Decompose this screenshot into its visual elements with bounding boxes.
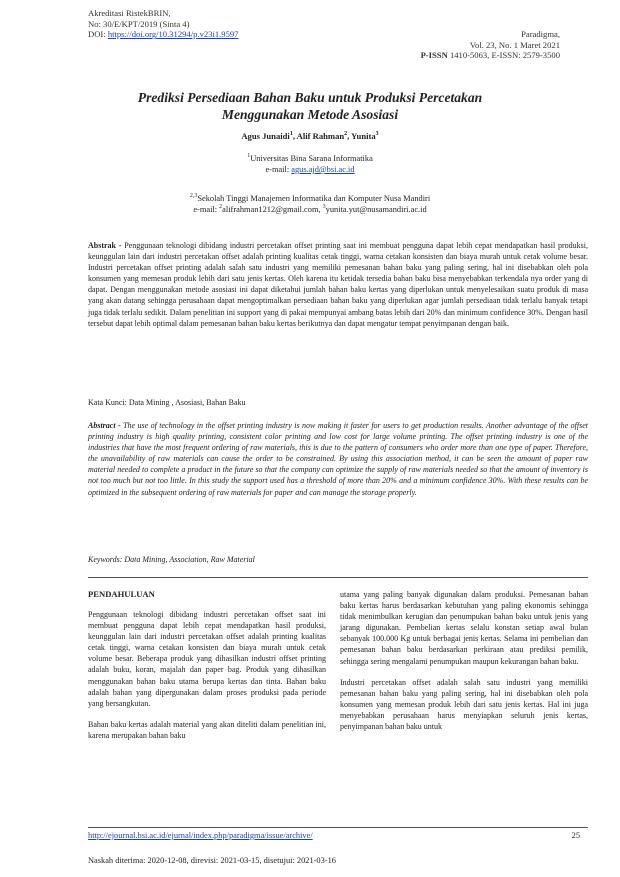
- issn-values: 1410-5063, E-ISSN: 2579-3500: [447, 50, 560, 61]
- affiliation-1: [40, 153, 580, 175]
- section-divider: [88, 577, 588, 578]
- submission-dates: Naskah diterima: 2020-12-08, direvisi: 2021-03-15, disetujui: 2021-03-16: [88, 856, 336, 865]
- abstrak-paragraph: [88, 240, 588, 329]
- abstrak-text: Penggunaan teknologi dibidang industri percetakan offset printing saat ini membuat pengguna dapat lebih cepat mendapatkan hasil produksi, keunggulan lain dari industri percetakan offset adalah printing kualitas cetak tinggi, warna cetakan konsisten dan biaya murah untuk cetak volume besar. Industri percetakan offset printing adalah salah satu industri yang memiliki pemesanan bahan baku yang paling sering, hal ini disebabkan oleh pola konsumen yang memesan produk lebih dari satu jenis kertas. Oleh karena itu ketidak tersedia bahan baku bisa menyebabkan terkendala nya order yang di dapat. Dengan menggunakan metode asosiasi ini dapat diketahui jumlah bahan baku kertas yang diperlukan untuk menyelesaikan suatu produk di masa yang akan datang sehingga perusahaan dapat mengoptimalkan persediaan bahan baku yang diperlukan agar jumlah persediaan tidak terlalu banyak tetapi juga tidak terlalu sedikit. Dalam penelitian ini support yang di pakai mempunyai ambang batas lebih dari 20% dan minimum confidence 30%. Dengan hasil tersebut dapat lebih optimal dalam pemesanan bahan baku kertas berikutnya dan dapat mengatur tempat penyimpanan dengan baik.: [88, 241, 588, 328]
- abstrak-label: Abstrak -: [88, 241, 122, 250]
- email-2: alifrahman1212@gmail.com,: [222, 205, 323, 214]
- affiliation-1-email-link[interactable]: agus.ajd@bsi.ac.id: [291, 165, 355, 174]
- body-paragraph-3: utama yang paling banyak digunakan dalam produksi. Pemesanan bahan baku kertas harus berdasarkan kebutuhan yang paling ekonomis sehingga tidak menimbulkan kerugian dan penumpukan bahan baku untuk jenis yang jarang digunakan. Pembelian kertas selalu konstan setiap awal bulan sebanyak 100.000 Kg untuk berbagai jenis kertas. Selama ini pembelian dan pemesanan bahan baku berdasarkan perkiraan atau prediksi pemilik, sehingga sering mengalami penumpukan maupun kekurangan bahan baku.: [340, 590, 588, 666]
- author-2-sup: 2: [344, 131, 348, 138]
- abstract-paragraph: [88, 420, 588, 498]
- accreditation-line: Akreditasi RistekBRIN,: [88, 8, 171, 18]
- email-3: yunita.yut@nusamandiri.ac.id: [325, 205, 427, 214]
- email-2-sup: 2: [219, 204, 223, 211]
- author-3: , Yunita: [347, 131, 376, 141]
- affiliation-1-name: Universitas Bina Sarana Informatika: [250, 154, 373, 163]
- journal-header-right: [330, 29, 560, 61]
- author-1: Agus Junaidi: [241, 131, 290, 141]
- body-paragraph-1: Penggunaan teknologi dibidang industri percetakan offset saat ini membuat pengguna dapat lebih cepat mendapatkan hasil produksi, keunggulan lain dari industri percetakan offset adalah printing kualitas cetak tinggi, warna cetakan konsisten dan biaya murah untuk cetak volume besar. Beberapa produk yang dihasilkan industri offset printing adalah buku, koran, majalah dan paper bag. Produk yang dihasilkan menggunakan bahan baku utama berupa kertas dan tinta. Bahan baku adalah bahan yang dipergunakan dalam proses produksi pada periode yang bersangkutan.: [88, 610, 326, 708]
- doi-label: DOI:: [88, 29, 108, 40]
- column-right: [340, 589, 588, 732]
- affiliation-2-name: Sekolah Tinggi Manajemen Informatika dan Komputer Nusa Mandiri: [197, 194, 431, 203]
- author-2: , Alif Rahman: [292, 131, 345, 141]
- paper-title: [40, 89, 580, 123]
- doi-line: [88, 29, 238, 40]
- author-3-sup: 3: [375, 131, 379, 138]
- issn-label: P-ISSN: [420, 50, 448, 61]
- accreditation-number: No: 30/E/KPT/2019 (Sinta 4): [88, 18, 190, 29]
- kata-kunci: Kata Kunci: Data Mining , Asosiasi, Bahan Baku: [88, 398, 246, 407]
- footer-divider: [88, 827, 588, 828]
- journal-header-left: [88, 8, 238, 40]
- journal-volume: Vol. 23, No. 1 Maret 2021: [469, 39, 560, 50]
- affiliation-2-email-label: e-mail:: [193, 205, 220, 214]
- author-list: [40, 131, 580, 141]
- journal-name: Paradigma,: [521, 29, 560, 39]
- keywords: Keywords: Data Mining, Association, Raw Material: [88, 555, 255, 564]
- section-heading-pendahuluan: PENDAHULUAN: [88, 589, 155, 599]
- paper-title-line1: Prediksi Persediaan Bahan Baku untuk Produksi Percetakan: [137, 90, 483, 105]
- author-1-sup: 1: [289, 131, 293, 138]
- doi-link[interactable]: https://doi.org/10.31294/p.v23i1.9597: [107, 29, 239, 40]
- page-number: 25: [571, 831, 580, 840]
- affiliation-2: [40, 193, 580, 215]
- body-paragraph-2: Bahan baku kertas adalah material yang akan diteliti dalam penelitian ini, karena merupakan bahan baku: [88, 719, 326, 740]
- affiliation-1-sup: 1: [247, 153, 251, 160]
- journal-archive-link[interactable]: http://ejournal.bsi.ac.id/ejurnal/index.php/paradigma/issue/archive/: [88, 831, 313, 840]
- column-left: [88, 589, 326, 741]
- abstract-label: Abstract -: [88, 421, 121, 430]
- body-paragraph-4: Industri percetakan offset adalah salah satu industri yang memiliki pemesanan bahan baku yang paling sering, hal ini disebabkan oleh pola konsumen yang memesan produk lebih dari satu jenis kertas. Hal ini juga menyebabkan perusahaan harus menyiapkan seluruh jenis kertas, penyimpanan bahan baku untuk: [340, 677, 588, 732]
- email-3-sup: 3: [322, 204, 326, 211]
- affiliation-1-email-label: e-mail:: [265, 165, 292, 174]
- affiliation-2-sup: 2,3: [189, 193, 198, 200]
- abstract-text: The use of technology in the offset printing industry is now making it faster for users to get production results. Another advantage of the offset printing industry is high quality printing, consistent color printing and low cost for large volume printing. The offset printing industry is one of the industries that have the most frequent ordering of raw materials, this is due to the pattern of consumers who order more than one type of paper. Therefore, the unavailability of raw materials can cause the order to be constrained. By using this association method, it can be seen the amount of paper raw material needed to complete a product in the future so that the company can optimize the supply of raw materials needed so that the amount of inventory is not too much but not too little. In this study the support used has a threshold of more than 20% and a minimum confidence 30%. With these results can be optimized in the subsequent ordering of raw materials for paper and can manage the storage properly.: [88, 421, 588, 497]
- paper-title-line2: Menggunakan Metode Asosiasi: [221, 107, 399, 122]
- issn-line: [330, 50, 560, 61]
